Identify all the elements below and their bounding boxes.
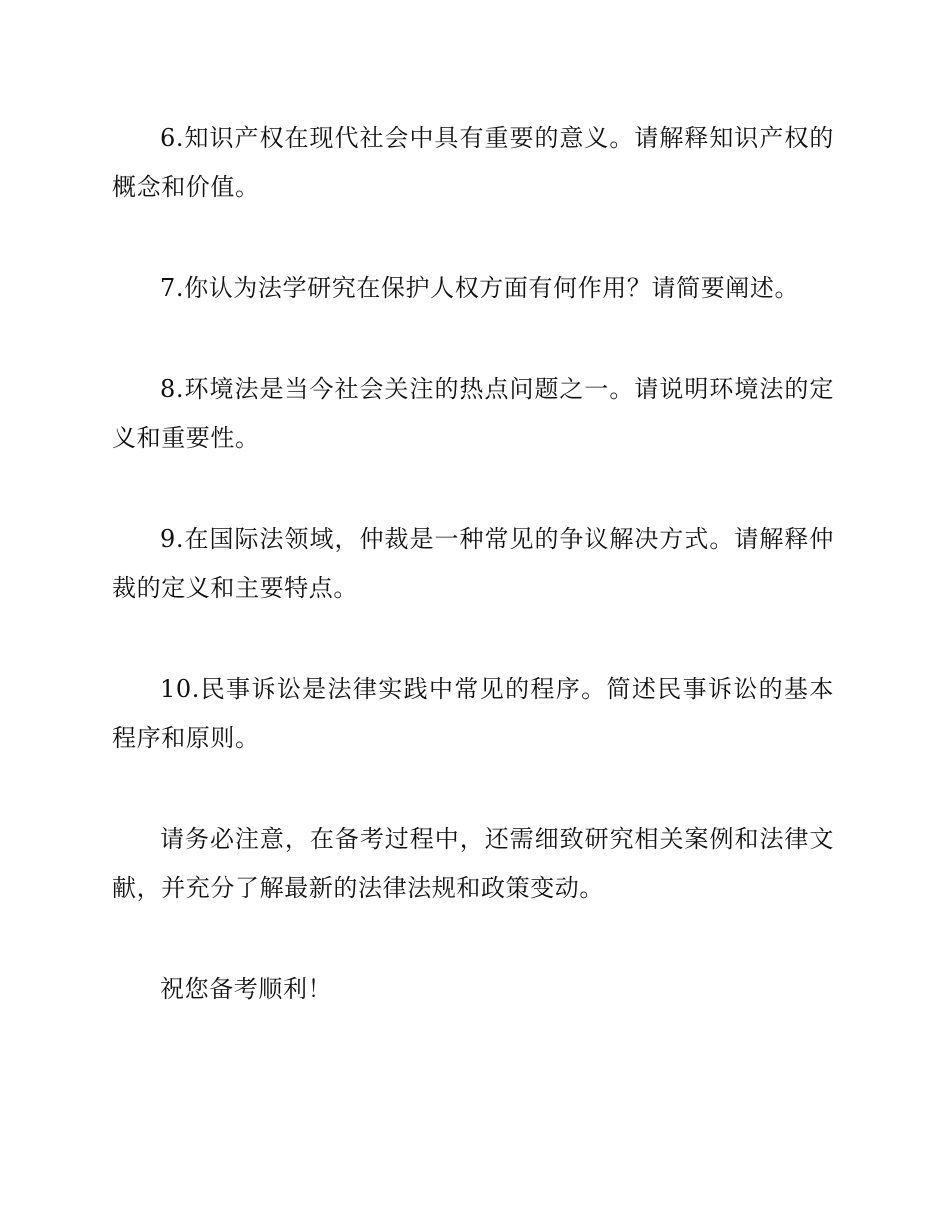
question-6: 6.知识产权在现代社会中具有重要的意义。请解释知识产权的概念和价值。 (112, 124, 834, 201)
question-10: 10.民事诉讼是法律实践中常见的程序。简述民事诉讼的基本程序和原则。 (112, 675, 834, 752)
study-reminder: 请务必注意，在备考过程中，还需细致研究相关案例和法律文献，并充分了解最新的法律法规和政策变动。 (112, 825, 834, 902)
question-7: 7.你认为法学研究在保护人权方面有何作用？请简要阐述。 (160, 274, 800, 302)
closing-wish: 祝您备考顺利！ (160, 975, 333, 1003)
document-body (112, 114, 834, 1066)
question-8: 8.环境法是当今社会关注的热点问题之一。请说明环境法的定义和重要性。 (112, 375, 834, 452)
question-9: 9.在国际法领域，仲裁是一种常见的争议解决方式。请解释仲裁的定义和主要特点。 (112, 525, 834, 602)
